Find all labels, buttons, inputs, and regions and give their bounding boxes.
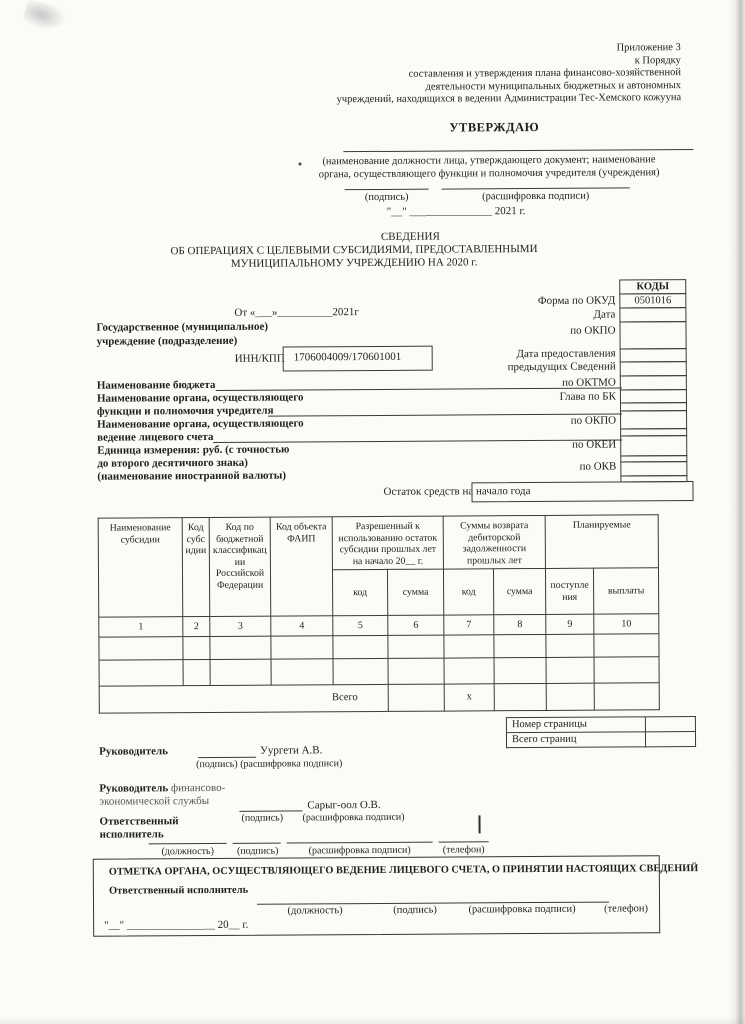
subsidy-table — [98, 514, 660, 713]
table-empty-cell — [99, 637, 183, 661]
okei-label: по ОКЕИ — [572, 438, 617, 451]
total-x-mark: x — [444, 684, 494, 711]
approve-rule — [343, 149, 693, 152]
table-empty-cell — [210, 636, 271, 659]
table-empty-cell — [333, 658, 388, 684]
table-empty-cell — [388, 658, 444, 684]
col-header-faip-code: Код объекта ФАИП — [270, 517, 333, 616]
page-counter — [506, 716, 696, 748]
sub-header-receipts: поступления — [546, 568, 594, 614]
group-header-receivable-returns: Суммы возврата дебиторской задолженности прошлых лет — [443, 515, 545, 569]
executor-role-line2: исполнитель — [99, 828, 164, 841]
okv-label: по ОКВ — [579, 460, 617, 473]
account-label-line2: ведение лицевого счета — [97, 430, 214, 444]
table-empty-cell — [444, 635, 494, 658]
acceptance-transcript-label: (расшифровка подписи) — [468, 903, 576, 916]
finance-role-line2: экономической службы — [99, 795, 210, 808]
col-number: 4 — [271, 616, 333, 636]
date-label: Дата — [593, 308, 616, 321]
codes-header-box: КОДЫ — [619, 279, 686, 294]
sub-header-code: код — [332, 569, 387, 615]
approve-date-line: "__" _______________ 2021 г. — [386, 205, 526, 218]
executor-position-rule — [149, 843, 227, 844]
pen-mark-artifact — [478, 815, 480, 833]
institution-label-line2: учреждение (подразделение) — [96, 334, 238, 348]
table-empty-cell — [271, 636, 333, 659]
col-number: 9 — [546, 614, 594, 634]
date-from-line: От «___»__________2021г — [234, 306, 359, 319]
finance-sign-label: (подпись) — [241, 812, 284, 824]
col-number: 3 — [210, 616, 271, 636]
acceptance-position-label: (должность) — [287, 905, 343, 917]
transcript-label: (расшифровка подписи) — [482, 190, 590, 203]
doc-title-line1: СВЕДЕНИЯ — [380, 230, 440, 243]
table-empty-cell — [444, 658, 494, 684]
executor-phone-rule — [439, 841, 489, 842]
signature-rule — [345, 189, 429, 191]
table-empty-cell — [183, 636, 210, 659]
table-empty-cell — [183, 659, 210, 685]
col-header-budget-class-code: Код по бюджетной классификации Российской Федерации — [209, 517, 271, 616]
executor-transcript-rule — [287, 842, 433, 844]
table-empty-cell — [494, 683, 546, 710]
finance-role-line1 — [99, 782, 225, 796]
col-number: 6 — [388, 615, 444, 635]
bk-chapter-label: Глава по БК — [559, 390, 616, 403]
scan-edge-bottom — [0, 1017, 745, 1024]
col-header-subsidy-name: Наименование субсидии — [98, 518, 183, 618]
col-number: 2 — [183, 616, 210, 636]
acceptance-executor-label: Ответственный исполнитель — [108, 884, 249, 897]
col-number: 10 — [594, 614, 659, 634]
executor-transcript-label: (расшифровка подписи) — [308, 844, 411, 857]
appendix-line: деятельности муниципальных бюджетных и автономных — [425, 79, 682, 93]
scan-edge-right — [729, 0, 745, 1024]
total-pages-label: Всего страниц — [506, 732, 645, 748]
sub-header-payments: выплаты — [594, 568, 659, 614]
total-pages-value — [645, 732, 695, 747]
head-role: Руководитель — [99, 745, 168, 758]
acceptance-sign-label: (подпись) — [393, 904, 437, 916]
okud-value-box: 0501016 — [619, 293, 686, 308]
approve-note-line2: органа, осуществляющего функции и полномочия учредителя (учреждения) — [318, 167, 660, 181]
table-empty-cell — [494, 634, 546, 657]
table-empty-cell — [388, 635, 444, 658]
code-value-box — [620, 410, 687, 429]
acceptance-date-line: "__" ________________ 20__ г. — [104, 918, 249, 932]
head-signature-labels: (подпись) (расшифровка подписи) — [196, 758, 343, 771]
oktmo-label: по ОКТМО — [562, 376, 616, 389]
inn-kpp-value-box: 1706004009/170601001 — [283, 346, 433, 372]
founder-label-line1: Наименование органа, осуществляющего — [96, 391, 304, 405]
col-header-subsidy-code: Код субсидии — [182, 517, 210, 616]
table-empty-cell — [271, 659, 333, 685]
table-empty-cell — [210, 659, 271, 685]
col-number: 1 — [99, 617, 183, 638]
finance-name: Сарыг-оол О.В. — [307, 798, 381, 812]
opening-balance-box — [471, 481, 693, 502]
acceptance-box — [93, 855, 699, 936]
table-empty-cell — [494, 657, 546, 683]
executor-phone-label: (телефон) — [442, 844, 485, 856]
table-empty-cell — [546, 657, 594, 683]
account-label-line1: Наименование органа, осуществляющего — [97, 417, 304, 431]
doc-title-line2: ОБ ОПЕРАЦИЯХ С ЦЕЛЕВЫМИ СУБСИДИЯМИ, ПРЕДОСТАВЛЕННЫМИ — [170, 242, 538, 258]
table-empty-cell — [388, 684, 444, 711]
prev-info-label-line2: предыдущих Сведений — [507, 360, 616, 374]
opening-balance-label: Остаток средств на начало года — [383, 485, 531, 498]
prev-info-label-line1: Дата предоставления — [516, 347, 616, 361]
finance-role-rest: финансово- — [168, 781, 226, 795]
appendix-line: к Порядку — [634, 54, 681, 66]
sub-header-sum: сумма — [493, 568, 545, 614]
executor-signature-rule — [233, 843, 281, 844]
group-header-planned: Планируемые — [545, 515, 658, 569]
table-empty-cell — [594, 683, 659, 710]
founder-label-line2: функции и полномочия учредителя — [96, 404, 274, 418]
transcript-rule — [442, 187, 630, 189]
code-value-box — [619, 321, 686, 349]
table-empty-cell — [594, 657, 659, 683]
col-number: 7 — [444, 615, 494, 635]
sub-header-sum: сумма — [387, 569, 443, 615]
table-empty-cell — [99, 660, 183, 687]
acceptance-phone-label: (телефон) — [604, 903, 649, 915]
finance-transcript-label: (расшифровка подписи) — [302, 811, 405, 824]
appendix-line: Приложение 3 — [616, 42, 681, 54]
executor-sign-label: (подпись) — [236, 845, 279, 857]
total-row-label: Всего — [99, 684, 388, 713]
institution-label-line1: Государственное (муниципальное) — [96, 320, 269, 334]
code-value-box — [620, 435, 687, 456]
table-empty-cell — [594, 634, 659, 657]
signature-label: (подпись) — [364, 191, 409, 204]
okpo-label: по ОКПО — [570, 324, 616, 337]
inn-kpp-label: ИНН/КПП — [234, 352, 285, 365]
sub-header-code: код — [443, 569, 493, 615]
unit-label-line2: до второго десятичного знака) — [97, 456, 248, 470]
page-number-value — [645, 717, 695, 732]
acceptance-title: ОТМЕТКА ОРГАНА, ОСУЩЕСТВЛЯЮЩЕГО ВЕДЕНИЕ ЛИЦЕВОГО СЧЕТА, О ПРИНЯТИИ НАСТОЯЩИХ СВЕДЕНИЙ — [108, 863, 699, 878]
head-name: Уургети А.В. — [260, 744, 323, 757]
table-empty-cell — [546, 683, 594, 710]
appendix-block — [41, 42, 681, 108]
executor-position-label: (должность) — [161, 845, 214, 858]
finance-signature-rule — [239, 810, 302, 811]
unit-label-line3: (наименование иностранной валюты) — [97, 469, 287, 483]
page-number-label: Номер страницы — [506, 717, 645, 733]
approve-note-line1: (наименование должности лица, утверждающего документ; наименование — [322, 154, 656, 168]
okpo-label: по ОКПО — [570, 414, 617, 427]
unit-label-line1: Единица измерения: руб. (с точностью — [97, 443, 290, 457]
appendix-line: учреждений, находящихся в ведении Администрации Тес-Хемского кожууна — [336, 92, 682, 106]
finance-role-bold: Руководитель — [99, 782, 169, 795]
budget-label: Наименование бюджета — [96, 378, 216, 392]
col-number: 8 — [494, 614, 546, 634]
appendix-line: составления и утверждения плана финансово-хозяйственной — [408, 67, 681, 80]
col-number: 5 — [333, 615, 388, 635]
doc-title-line3: МУНИЦИПАЛЬНОМУ УЧРЕЖДЕНИЮ НА 2020 г. — [230, 256, 478, 270]
table-empty-cell — [546, 634, 594, 657]
group-header-allowed-balance: Разрешенный к использованию остаток субсидии прошлых лет на начало 20__ г. — [332, 516, 443, 570]
okud-label: Форма по ОКУД — [537, 294, 616, 307]
executor-role-line1: Ответственный — [99, 815, 179, 828]
approve-title: УТВЕРЖДАЮ — [449, 119, 540, 135]
table-empty-cell — [333, 635, 388, 658]
